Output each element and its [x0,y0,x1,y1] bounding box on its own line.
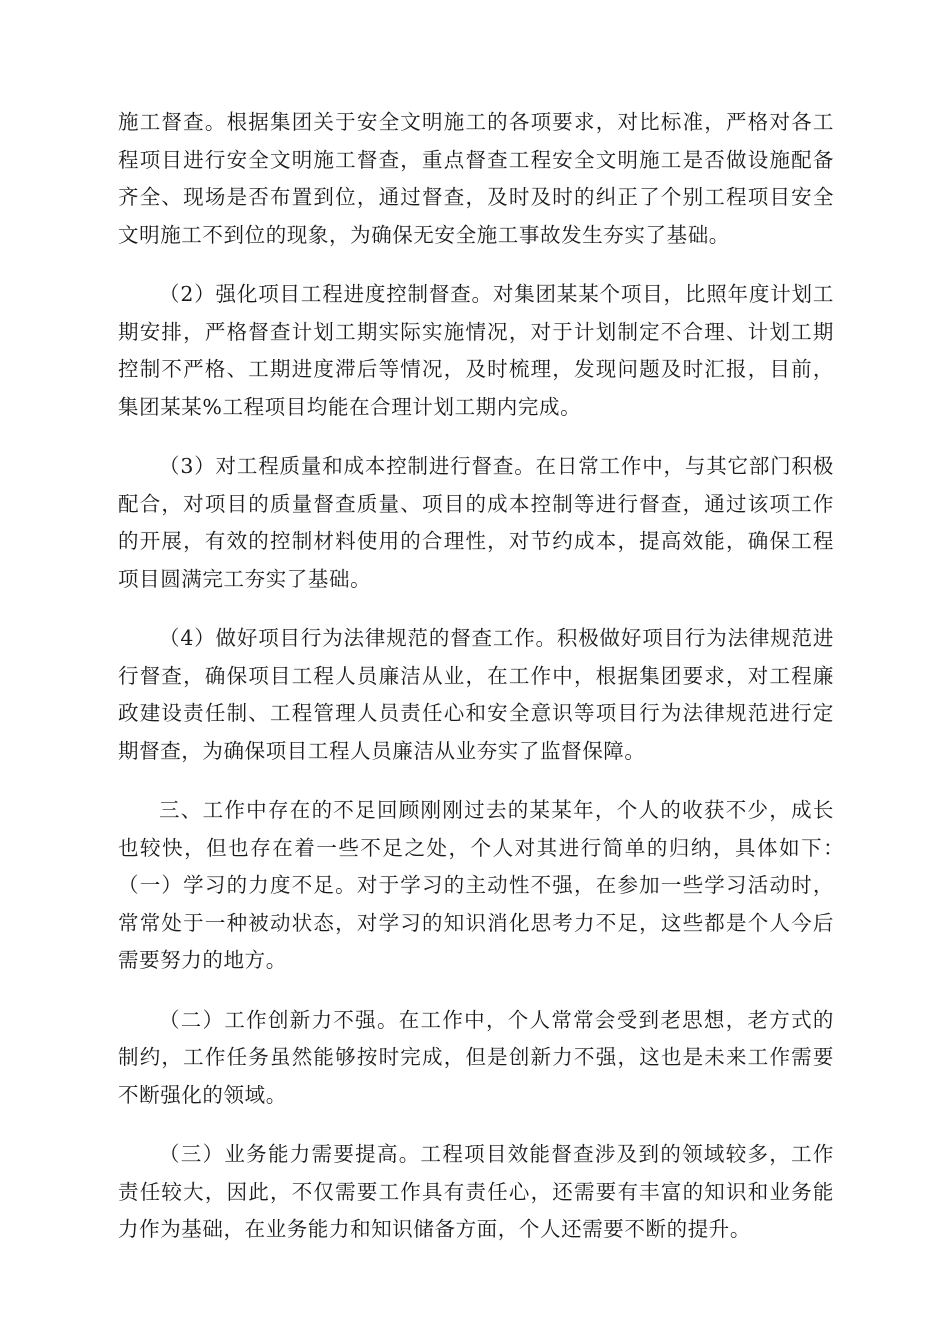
paragraph-shortcomings: 三、工作中存在的不足回顾刚刚过去的某某年，个人的收获不少，成长也较快，但也存在着一些不足之处，个人对其进行简单的归纳，具体如下： （一）学习的力度不足。对于学习的主动性不强，在参加一些学习活动时，常常处于一种被动状态，对学习的知识消化思考力不足，这些都是个人今后需要努力的地方。 [118,798,856,972]
document-body [118,104,856,1271]
paragraph-quality-cost: （3）对工程质量和成本控制进行督查。在日常工作中，与其它部门积极配合，对项目的质量督查质量、项目的成本控制等进行督查，通过该项工作的开展，有效的控制材料使用的合理性，对节约成本，提高效能，确保工程项目圆满完工夯实了基础。 [118,454,834,591]
paragraph-safety-inspection: 施工督查。根据集团关于安全文明施工的各项要求，对比标准，严格对各工程项目进行安全文明施工督查，重点督查工程安全文明施工是否做设施配备齐全、现场是否布置到位，通过督查，及时及时的纠正了个别工程项目安全文明施工不到位的现象，为确保无安全施工事故发生夯实了基础。 [118,110,834,247]
paragraph-legal-compliance: （4）做好项目行为法律规范的督查工作。积极做好项目行为法律规范进行督查，确保项目工程人员廉洁从业，在工作中，根据集团要求，对工程廉政建设责任制、工程管理人员责任心和安全意识等项目行为法律规范进行定期督查，为确保项目工程人员廉洁从业夯实了监督保障。 [118,626,834,763]
paragraph-innovation: （二）工作创新力不强。在工作中，个人常常会受到老思想，老方式的制约，工作任务虽然能够按时完成，但是创新力不强，这也是未来工作需要不断强化的领域。 [118,1007,834,1107]
paragraph-schedule-control: （2）强化项目工程进度控制督查。对集团某某个项目，比照年度计划工期安排，严格督查计划工期实际实施情况，对于计划制定不合理、计划工期控制不严格、工期进度滞后等情况，及时梳理，发现问题及时汇报，目前，集团某某%工程项目均能在合理计划工期内完成。 [118,282,834,419]
paragraph-business-ability: （三）业务能力需要提高。工程项目效能督查涉及到的领域较多，工作责任较大，因此，不仅需要工作具有责任心，还需要有丰富的知识和业务能力作为基础，在业务能力和知识储备方面，个人还需要不断的提升。 [118,1142,834,1241]
